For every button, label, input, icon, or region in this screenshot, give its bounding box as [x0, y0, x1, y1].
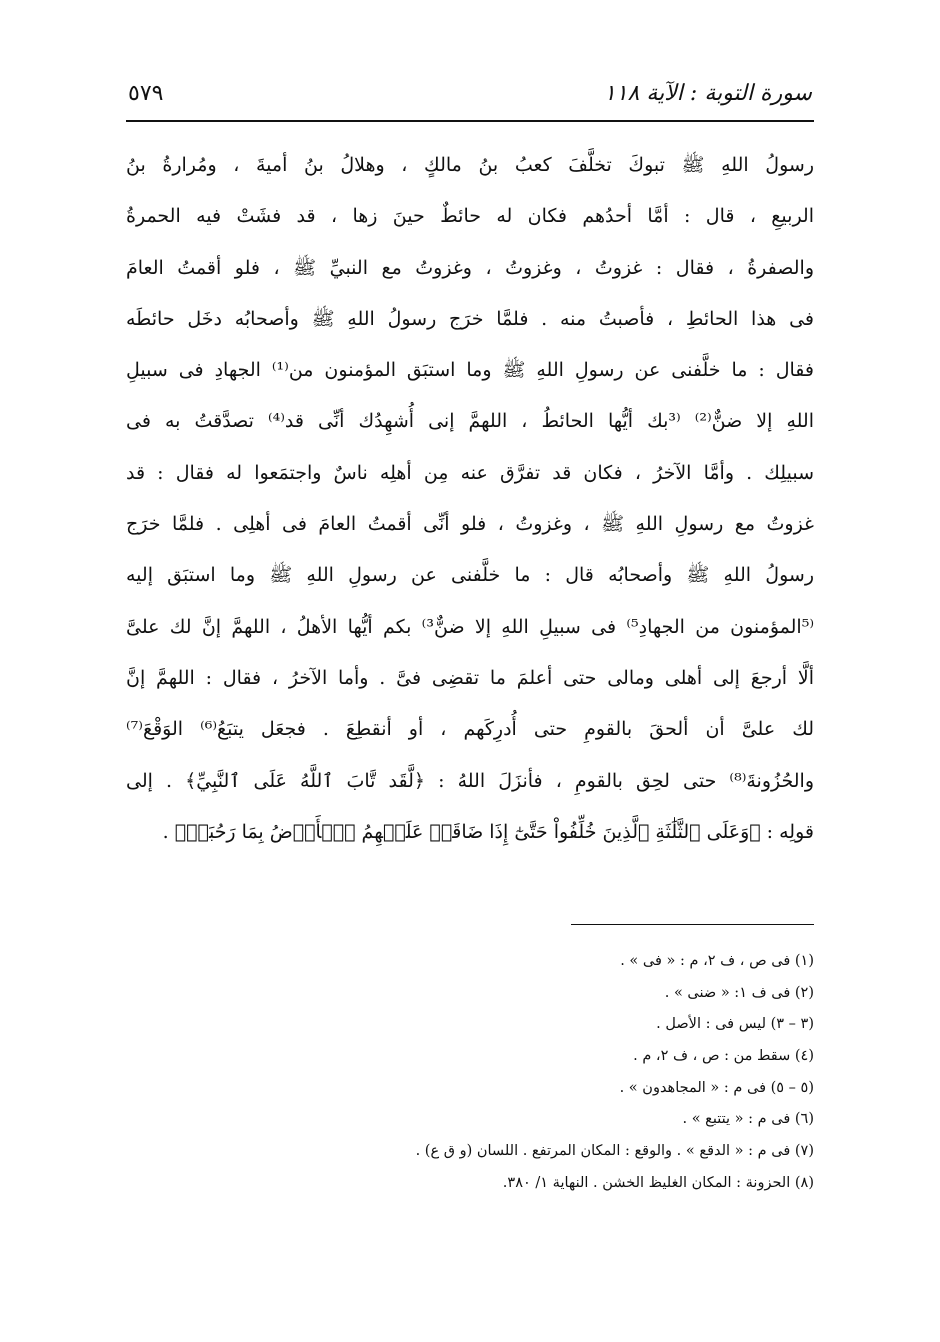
- footnote-item: (٤) سقط من : ص ، ف ٢، م .: [633, 1048, 814, 1065]
- text-line: ⁽⁵المؤمنون من الجهادِ⁵⁾ فى سبيلِ اللهِ إلا ضنٌّ³⁾ بكم أيُّها الأهلُ ، اللهمَّ إنَّ لك علىَّ: [126, 615, 814, 638]
- footnote-separator: [571, 924, 814, 925]
- text-line: رسولُ اللهِ ﷺ تبوكَ تخلَّفَ كعبُ بنُ مالكٍ ، وهلالُ بنُ أميةَ ، ومُرارةُ بنُ: [126, 154, 814, 176]
- footnote-item: (٣ – ٣) ليس فى : الأصل .: [656, 1016, 814, 1033]
- text-line: سبيلِك . وأمَّا الآخرُ ، فكان قد تفرَّق عنه مِن أهلِه ناسٌ واجتمَعوا له فقال : قد: [126, 461, 814, 484]
- page-number: ٥٧٩: [128, 81, 164, 106]
- footnotes: [126, 946, 814, 1200]
- text-line: لك علىَّ أن ألحقَ بالقومِ حتى أُدرِكَهم ، أو أنقطِعَ . فجعَل يتبَعُ⁽⁶⁾ الوَقْعَ⁽⁷⁾: [126, 718, 814, 741]
- footnote-item: (٨) الحزونة : المكان الغليظ الخشن . النهاية ١/ ٣٨٠.: [502, 1174, 814, 1191]
- text-line: رسولُ اللهِ ﷺ وأصحابُه قال : ما خلَّفنى عن رسولِ اللهِ ﷺ وما استبَق إليه: [126, 564, 814, 587]
- text-line: اللهِ إلا ضنٌّ⁽²⁾ ⁽³بك أيُّها الحائطُ ، اللهمَّ إنى أُشهِدُك أنِّى قد⁽⁴⁾ تصدَّقتُ به فى: [126, 410, 814, 433]
- text-line: قولِه : ﴿وَعَلَى ٱلثَّلَٰثَةِ ٱلَّذِينَ خُلِّفُواْ حَتَّىٰٓ إِذَا ضَاقَتۡ عَلَيۡهِمُ ٱلۡأَرۡضُ بِمَا رَحُبَتۡ﴾ .: [162, 820, 814, 843]
- running-title: سورة التوبة : الآية ١١٨: [603, 81, 812, 106]
- text-line: الربيعِ ، قال : أمَّا أحدُهم فكان له حائطٌ حينَ زها ، قد فشَتْ فيه الحمرةُ: [126, 205, 814, 228]
- header-rule: [126, 120, 814, 122]
- text-line: فى هذا الحائطِ ، فأصبتُ منه . فلمَّا خرَج رسولُ اللهِ ﷺ وأصحابُه دخَل حائطَه: [126, 307, 814, 330]
- main-text: [126, 140, 814, 858]
- footnote-item: (٦) فى م : « يتتبع » .: [682, 1111, 814, 1128]
- text-line: ألَّا أرجعَ إلى أهلى ومالى حتى أعلمَ ما تقضِى فىَّ . وأما الآخرُ ، فقال : اللهمَّ إنَّ: [126, 666, 814, 689]
- footnote-item: (٧) فى م : « الدقع » . والوقع : المكان المرتفع . اللسان (و ق ع) .: [415, 1143, 814, 1160]
- footnote-item: (٢) فى ف ١: « ضنى » .: [664, 984, 814, 1001]
- text-line: والحُزُونةَ⁽⁸⁾ حتى لحِق بالقومِ ، فأنزَلَ اللهُ : ﴿لَّقَد تَّابَ ٱللَّهُ عَلَى ٱلنَّبِيِّ﴾ . إلى: [126, 769, 814, 792]
- running-header: [128, 78, 812, 110]
- footnote-item: (٥ – ٥) فى م : « المجاهدون » .: [619, 1079, 814, 1096]
- footnote-item: (١) فى ص ، ف ٢، م : « فى » .: [620, 953, 814, 969]
- text-line: والصفرةُ ، فقال : غزوتُ ، وغزوتُ ، وغزوتُ مع النبيِّ ﷺ ، فلو أقمتُ العامَ: [126, 256, 814, 279]
- text-line: غزوتُ مع رسولِ اللهِ ﷺ ، وغزوتُ ، فلو أنِّى أقمتُ العامَ فى أهلِى . فلمَّا خرَج: [126, 513, 814, 536]
- text-line: فقال : ما خلَّفنى عن رسولِ اللهِ ﷺ وما استبَق المؤمنون من⁽¹⁾ الجهادِ فى سبيلِ: [126, 359, 814, 382]
